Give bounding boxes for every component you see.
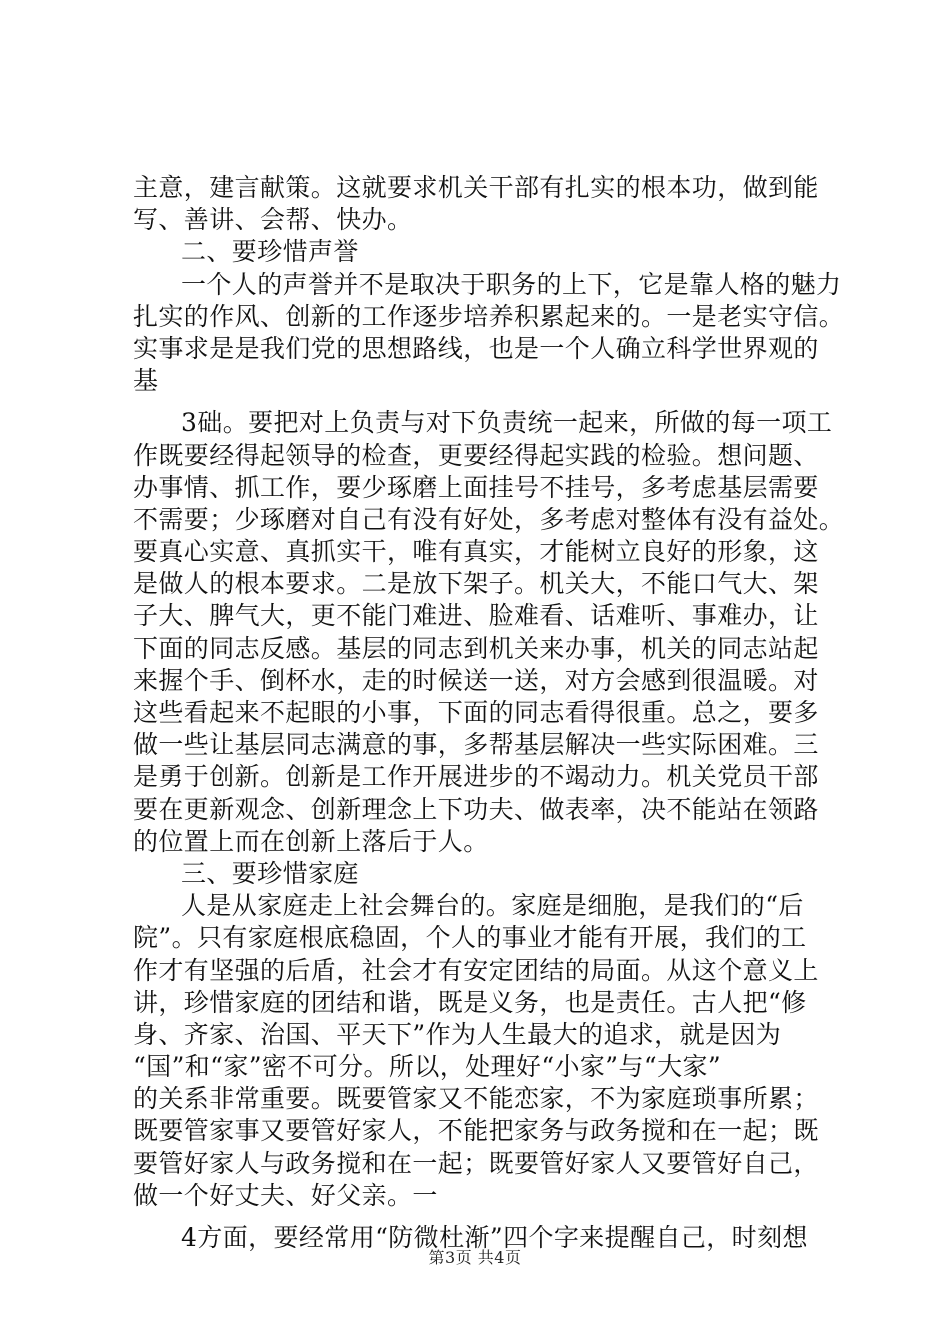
text-line: 院”。只有家庭根底稳固，个人的事业才能有开展，我们的工 (133, 923, 807, 953)
text-line: 作才有坚强的后盾，社会才有安定团结的局面。从这个意义上 (133, 955, 819, 985)
document-body (133, 172, 845, 1254)
text-line: “国”和“家”密不可分。所以，处理好“小家”与“大家” (133, 1052, 722, 1082)
text-line: 基 (133, 366, 159, 396)
text-line: 要真心实意、真抓实干，唯有真实，才能树立良好的形象，这 (133, 537, 819, 567)
text-line: 主意，建言献策。这就要求机关干部有扎实的根本功，做到能 (133, 173, 819, 202)
section-heading: 二、要珍惜声誉 (181, 237, 359, 267)
section-heading: 三、要珍惜家庭 (181, 858, 359, 888)
text-line: 4方面，要经常用“防微杜渐”四个字来提醒自己，时刻想 (181, 1223, 808, 1252)
text-line: 办事情、抓工作，要少琢磨上面挂号不挂号，多考虑基层需要 (133, 472, 819, 502)
text-line: 讲，珍惜家庭的团结和谐，既是义务，也是责任。古人把“修 (133, 987, 807, 1017)
text-line: 实事求是是我们党的思想路线，也是一个人确立科学世界观的 (133, 333, 819, 363)
text-line: 人是从家庭走上社会舞台的。家庭是细胞，是我们的“后 (181, 891, 804, 921)
text-line: 下面的同志反感。基层的同志到机关来办事，机关的同志站起 (133, 633, 819, 663)
text-line: 做一个好丈夫、好父亲。一 (133, 1180, 438, 1210)
text-line: 作既要经得起领导的检查，更要经得起实践的检验。想问题、 (133, 440, 819, 470)
text-line: 要管好家人与政务搅和在一起；既要管好家人又要管好自己， (133, 1148, 819, 1178)
text-line: 是做人的根本要求。二是放下架子。机关大，不能口气大、架 (133, 569, 819, 599)
text-line: 身、齐家、治国、平天下”作为人生最大的追求，就是因为 (133, 1019, 782, 1049)
text-line: 3础。要把对上负责与对下负责统一起来，所做的每一项工 (181, 408, 833, 438)
text-line: 来握个手、倒杯水，走的时候送一送，对方会感到很温暖。对 (133, 665, 819, 695)
text-line: 子大、脾气大，更不能门难进、脸难看、话难听、事难办，让 (133, 601, 819, 631)
text-line: 要在更新观念、创新理念上下功夫、做表率，决不能站在领路 (133, 794, 819, 824)
text-line: 既要管家事又要管好家人，不能把家务与政务搅和在一起；既 (133, 1116, 819, 1146)
text-line: 写、善讲、会帮、快办。 (133, 205, 413, 235)
text-line: 做一些让基层同志满意的事，多帮基层解决一些实际困难。三 (133, 730, 819, 760)
page-footer (0, 1245, 950, 1268)
text-line: 一个人的声誉并不是取决于职务的上下，它是靠人格的魅力 (181, 269, 842, 299)
page-number-label: 第3页 共4页 (428, 1248, 522, 1267)
text-line: 的关系非常重要。既要管家又不能恋家，不为家庭琐事所累； (133, 1084, 819, 1114)
text-line: 不需要；少琢磨对自己有没有好处，多考虑对整体有没有益处。 (133, 504, 845, 534)
text-line: 是勇于创新。创新是工作开展进步的不竭动力。机关党员干部 (133, 762, 819, 792)
text-line: 的位置上而在创新上落后于人。 (133, 826, 489, 856)
text-line: 这些看起来不起眼的小事，下面的同志看得很重。总之，要多 (133, 698, 819, 727)
text-line: 扎实的作风、创新的工作逐步培养积累起来的。一是老实守信。 (133, 301, 845, 331)
